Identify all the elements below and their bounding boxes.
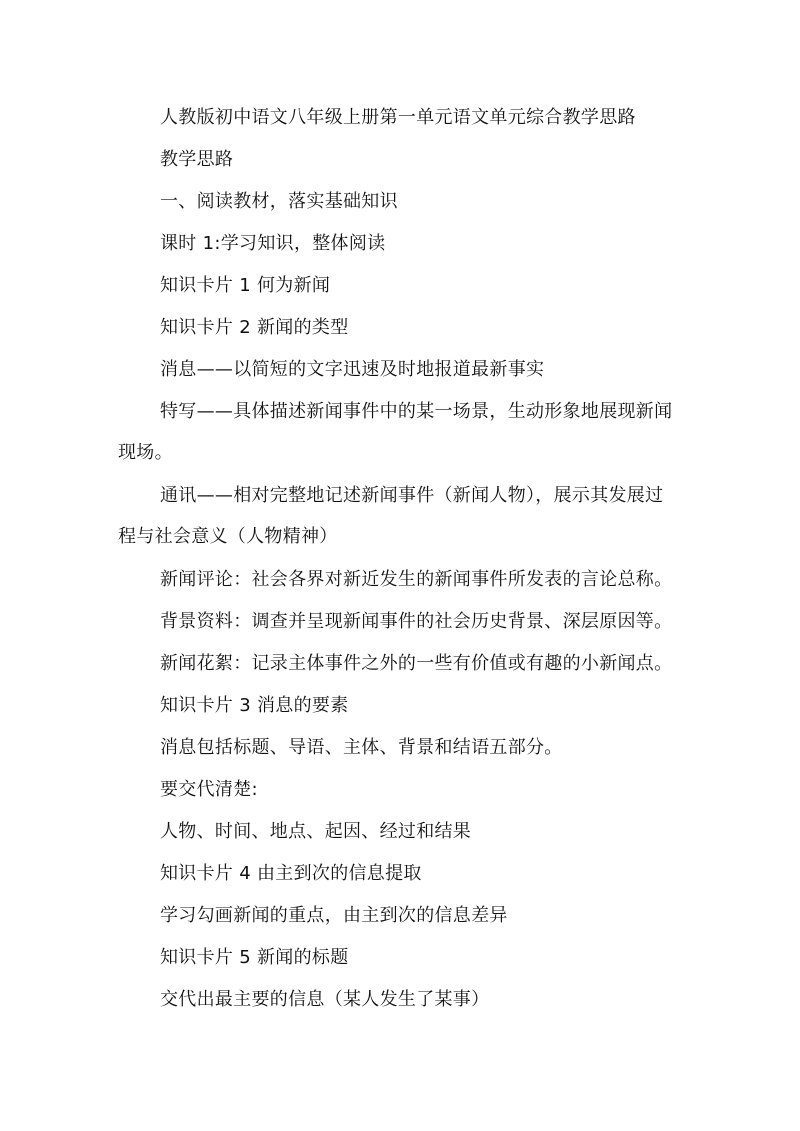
paragraph-line: 背景资料：调查并呈现新闻事件的社会历史背景、深层原因等。 — [160, 611, 673, 632]
paragraph-line: 交代出最主要的信息（某人发生了某事） — [160, 989, 490, 1010]
paragraph-line: 知识卡片 4 由主到次的信息提取 — [160, 863, 422, 884]
paragraph-line: 新闻花絮：记录主体事件之外的一些有价值或有趣的小新闻点。 — [160, 653, 673, 674]
paragraph-line: 教学思路 — [160, 149, 234, 170]
paragraph-line: 消息——以简短的文字迅速及时地报道最新事实 — [160, 359, 545, 380]
document-title: 人教版初中语文八年级上册第一单元语文单元综合教学思路 — [160, 107, 636, 128]
paragraph-line: 消息包括标题、导语、主体、背景和结语五部分。 — [160, 737, 563, 758]
paragraph-line: 现场。 — [118, 442, 173, 463]
paragraph-line: 要交代清楚: — [160, 779, 258, 800]
paragraph-line: 知识卡片 5 新闻的标题 — [160, 947, 349, 968]
paragraph-line: 特写——具体描述新闻事件中的某一场景，生动形象地展现新闻 — [160, 401, 673, 422]
paragraph-line: 人物、时间、地点、起因、经过和结果 — [160, 821, 472, 842]
paragraph-line: 通讯——相对完整地记述新闻事件（新闻人物），展示其发展过 — [160, 485, 664, 506]
paragraph-line: 学习勾画新闻的重点，由主到次的信息差异 — [160, 905, 508, 926]
paragraph-line: 知识卡片 2 新闻的类型 — [160, 317, 349, 338]
paragraph-line: 新闻评论：社会各界对新近发生的新闻事件所发表的言论总称。 — [160, 569, 673, 590]
paragraph-line: 课时 1:学习知识，整体阅读 — [160, 233, 386, 254]
paragraph-line: 知识卡片 3 消息的要素 — [160, 695, 349, 716]
paragraph-line: 程与社会意义（人物精神） — [118, 526, 338, 547]
paragraph-line: 一、阅读教材，落实基础知识 — [160, 191, 398, 212]
paragraph-line: 知识卡片 1 何为新闻 — [160, 275, 331, 296]
